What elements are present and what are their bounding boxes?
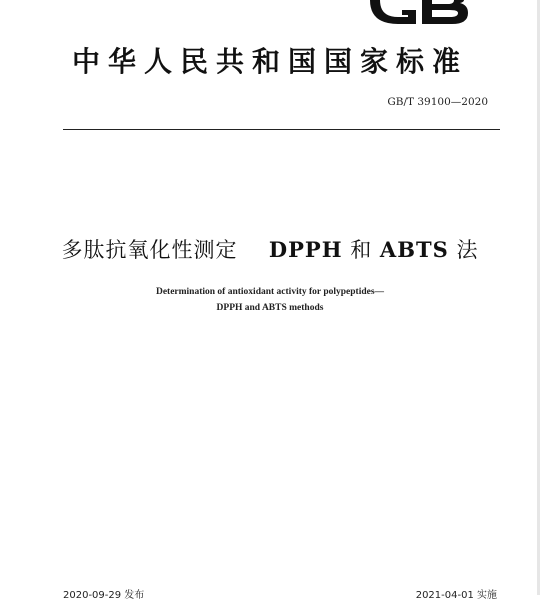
header-divider <box>63 129 500 130</box>
national-standard-heading: 中华人民共和国国家标准 <box>71 45 468 78</box>
title-cn-abts: ABTS <box>379 237 449 262</box>
title-cn-suffix: 法 <box>456 238 479 262</box>
document-title-cn <box>0 234 540 264</box>
title-cn-dpph: DPPH <box>268 237 343 262</box>
issue-date: 2020-09-29 发布 <box>63 590 145 601</box>
implementation-date: 2021-04-01 实施 <box>415 590 497 601</box>
title-cn-prefix: 多肽抗氧化性测定 <box>61 238 238 262</box>
document-title-en <box>0 284 540 316</box>
gb-logo-icon <box>368 0 472 26</box>
title-en-line1: Determination of antioxidant activity for polypeptides— <box>155 287 385 297</box>
title-cn-and: 和 <box>350 238 373 262</box>
title-en-line2: DPPH and ABTS methods <box>216 303 324 313</box>
standard-code: GB/T 39100—2020 <box>387 96 488 108</box>
